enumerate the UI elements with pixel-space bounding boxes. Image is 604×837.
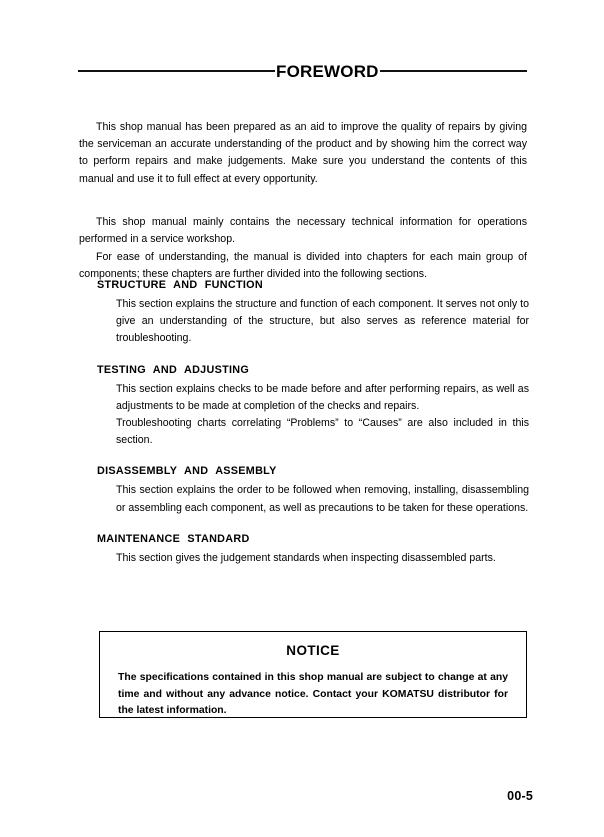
section-heading: MAINTENANCE STANDARD <box>97 532 250 545</box>
section-disassembly-and-assembly <box>97 464 529 516</box>
section-paragraph: This section explains checks to be made before and after performing repairs, as well as adjustments to be made at completion of the checks and repairs. <box>116 382 529 412</box>
notice-title: NOTICE <box>286 643 340 658</box>
section-maintenance-standard <box>97 532 529 567</box>
section-body <box>116 482 529 516</box>
sections-list <box>97 278 529 567</box>
intro-paragraph-2: This shop manual mainly contains the necessary technical information for operations performed in a service workshop. <box>79 215 527 246</box>
intro-text-block <box>79 119 527 284</box>
notice-box <box>99 631 527 718</box>
header-rule-right <box>380 70 527 72</box>
section-paragraph: This section explains the structure and function of each component. It serves not only to give an understanding of the structure, but also serves as reference material for troubleshooting. <box>116 298 529 345</box>
header-rule-left <box>78 70 275 72</box>
section-body <box>116 550 529 567</box>
section-structure-and-function <box>97 278 529 348</box>
section-paragraph: This section explains the order to be followed when removing, installing, disassembling or assembling each component, as well as precautions to be taken for these operations. <box>116 484 529 514</box>
section-body <box>116 296 529 348</box>
section-heading: TESTING AND ADJUSTING <box>97 363 250 376</box>
intro-paragraph-1: This shop manual has been prepared as an aid to improve the quality of repairs by giving the serviceman an accurate understanding of the product and by showing him the correct way to perform repairs and make judgements. Make sure you understand the contents of this manual and use it to full effect at every opportunity. <box>79 121 527 185</box>
intro-paragraph-3: For ease of understanding, the manual is divided into chapters for each main group of components; these chapters are further divided into the following sections. <box>79 251 527 281</box>
section-paragraph: This section gives the judgement standards when inspecting disassembled parts. <box>116 551 496 564</box>
section-testing-and-adjusting <box>97 363 529 450</box>
section-paragraph: Troubleshooting charts correlating “Problems” to “Causes” are also included in this section. <box>116 417 529 447</box>
section-heading: DISASSEMBLY AND ASSEMBLY <box>97 465 277 478</box>
page-title: FOREWORD <box>276 61 379 81</box>
notice-text: The specifications contained in this shop manual are subject to change at any time and without any advance notice. Contact your KOMATSU distributor for the latest information. <box>118 672 508 716</box>
paragraph-spacer <box>79 188 527 214</box>
section-heading: STRUCTURE AND FUNCTION <box>97 279 263 291</box>
section-body <box>116 381 529 450</box>
page-number: 00-5 <box>507 789 533 803</box>
foreword-header <box>78 58 527 84</box>
